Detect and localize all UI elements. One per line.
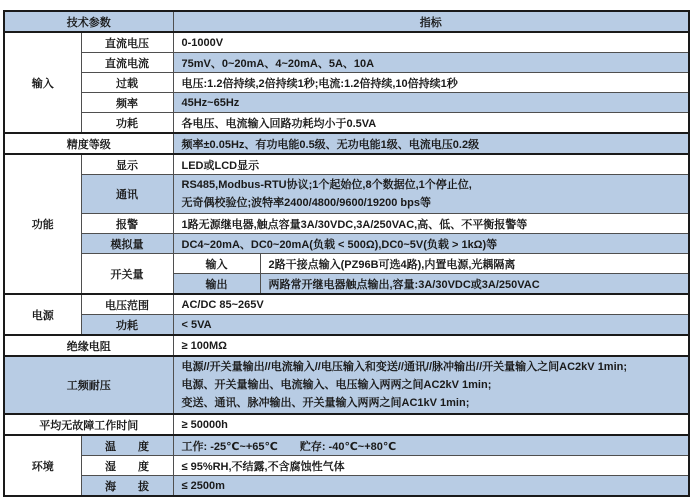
group-input-label: 输入 [4,32,81,133]
analog-value: DC4~20mA、DC0~20mA(负载 < 500Ω),DC0~5V(负载 > 1kΩ)等 [173,234,689,254]
header-indicator-label: 指标 [173,11,689,32]
row-analog [4,234,689,254]
analog-label: 模拟量 [81,234,173,254]
humidity-value: ≤ 95%RH,不结露,不含腐蚀性气体 [173,456,689,476]
humidity-label: 湿 度 [81,456,173,476]
psu-power-value: < 5VA [173,315,689,336]
row-voltage-range [4,294,689,315]
communication-label: 通讯 [81,175,173,214]
frequency-label: 频率 [81,93,173,113]
withstand-line3: 变送、通讯、脉冲输出、开关量输入两两之间AC1kV 1min; [181,397,470,409]
digital-io-label: 开关量 [81,254,173,295]
row-temperature [4,435,689,456]
header-params-label: 技术参数 [4,11,173,32]
digital-input-label: 输入 [173,254,260,274]
group-power-supply-label: 电源 [4,294,81,335]
row-alarm [4,214,689,234]
dc-current-label: 直流电流 [81,53,173,73]
group-environment-label: 环境 [4,435,81,496]
communication-value [173,175,689,214]
communication-line1: RS485,Modbus-RTU协议;1个起始位,8个数据位,1个停止位, [181,179,472,191]
row-communication [4,175,689,214]
overload-label: 过载 [81,73,173,93]
row-digital-input [4,254,689,274]
withstand-line1: 电源//开关量输出//电流输入//电压输入和变送//通讯//脉冲输出//开关量输入之间AC2kV 1min; [181,361,628,373]
input-power-label: 功耗 [81,113,173,134]
dc-voltage-label: 直流电压 [81,32,173,53]
mtbf-value: ≥ 50000h [173,414,689,435]
temperature-label: 温 度 [81,435,173,456]
row-frequency [4,93,689,113]
row-insulation [4,335,689,356]
overload-value: 电压:1.2倍持续,2倍持续1秒;电流:1.2倍持续,10倍持续1秒 [173,73,689,93]
insulation-label: 绝缘电阻 [4,335,173,356]
voltage-range-value: AC/DC 85~265V [173,294,689,315]
alarm-value: 1路无源继电器,触点容量3A/30VDC,3A/250VAC,高、低、不平衡报警等 [173,214,689,234]
header-row [4,11,689,32]
voltage-range-label: 电压范围 [81,294,173,315]
row-dc-current [4,53,689,73]
row-mtbf [4,414,689,435]
psu-power-label: 功耗 [81,315,173,336]
row-input-power [4,113,689,134]
altitude-label: 海 拔 [81,476,173,497]
dc-voltage-value: 0-1000V [173,32,689,53]
altitude-value: ≤ 2500m [173,476,689,497]
group-function-label: 功能 [4,154,81,294]
input-power-value: 各电压、电流输入回路功耗均小于0.5VA [173,113,689,134]
row-humidity [4,456,689,476]
display-value: LED或LCD显示 [173,154,689,175]
digital-output-label: 输出 [173,274,260,295]
row-psu-power [4,315,689,336]
row-accuracy [4,133,689,154]
row-withstand [4,356,689,414]
digital-output-value: 两路常开继电器触点输出,容量:3A/30VDC或3A/250VAC [260,274,689,295]
temperature-value: 工作: -25℃~+65℃ 贮存: -40℃~+80℃ [173,435,689,456]
spec-table [3,10,690,497]
accuracy-label: 精度等级 [4,133,173,154]
communication-line2: 无奇偶校验位;波特率2400/4800/9600/19200 bps等 [181,197,431,209]
insulation-value: ≥ 100MΩ [173,335,689,356]
row-altitude [4,476,689,497]
alarm-label: 报警 [81,214,173,234]
row-dc-voltage [4,32,689,53]
mtbf-label: 平均无故障工作时间 [4,414,173,435]
withstand-line2: 电源、开关量输出、电流输入、电压输入两两之间AC2kV 1min; [181,379,492,391]
withstand-value [173,356,689,414]
row-display [4,154,689,175]
digital-input-value: 2路干接点输入(PZ96B可选4路),内置电源,光耦隔离 [260,254,689,274]
dc-current-value: 75mV、0~20mA、4~20mA、5A、10A [173,53,689,73]
row-overload [4,73,689,93]
accuracy-value: 频率±0.05Hz、有功电能0.5级、无功电能1级、电流电压0.2级 [173,133,689,154]
display-label: 显示 [81,154,173,175]
withstand-label: 工频耐压 [4,356,173,414]
frequency-value: 45Hz~65Hz [173,93,689,113]
